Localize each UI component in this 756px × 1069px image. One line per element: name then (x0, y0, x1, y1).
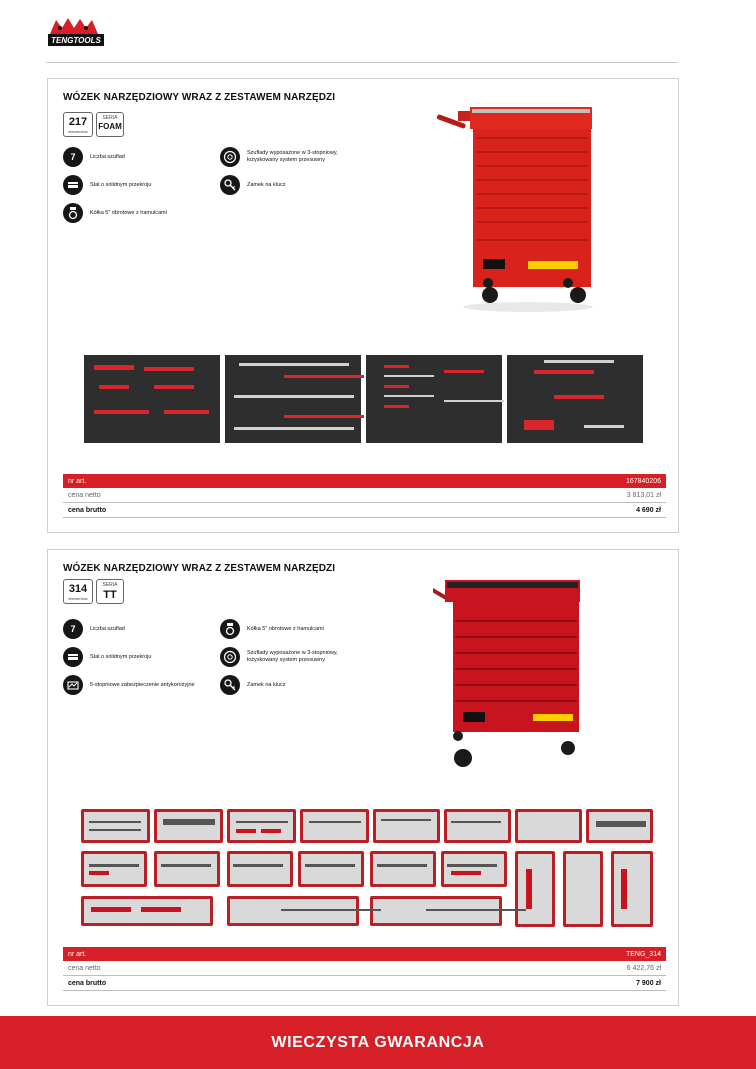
feature-item (220, 175, 367, 195)
price-table (63, 947, 666, 991)
caster-wheel-icon (63, 203, 83, 223)
foam-tray-tools (84, 355, 643, 443)
gross-price-label: cena brutto (68, 979, 107, 987)
anticorrosion-icon (63, 675, 83, 695)
header-divider (46, 62, 678, 63)
net-price-label: cena netto (68, 964, 101, 972)
feature-item (220, 647, 367, 667)
feature-text: Kółka 5" obrotowe z hamulcami (247, 625, 324, 632)
feature-item (63, 147, 210, 167)
article-number-label: nr art. (68, 477, 87, 485)
feature-item (63, 619, 210, 639)
series-label: SERIA (102, 115, 118, 121)
feature-text: Liczba szuflad (90, 625, 125, 632)
feature-text: Szuflady wyposażone w 3-stopniowy, łożyskowany system przesuwny (247, 150, 338, 163)
gross-price-label: cena brutto (68, 506, 107, 514)
element-count: 217 (68, 116, 88, 128)
feature-text: Zamek na klucz (247, 681, 286, 688)
price-table-header (63, 947, 666, 961)
feature-text: 5-stopniowe zabezpieczenie antykorozyjne (90, 681, 195, 688)
price-table-header (63, 474, 666, 488)
svg-text:TENGTOOLS: TENGTOOLS (51, 36, 101, 45)
series-label: SERIA (102, 582, 118, 588)
caster-wheel-icon (220, 619, 240, 639)
product-title: WÓZEK NARZĘDZIOWY WRAZ Z ZESTAWEM NARZĘDZI (63, 92, 336, 103)
feature-text: Liczba szuflad (90, 153, 125, 160)
net-price-row (63, 961, 666, 976)
key-lock-icon (220, 175, 240, 195)
number-seven-icon: 7 (63, 619, 83, 639)
feature-text: Zamek na klucz (247, 181, 286, 188)
product-title: WÓZEK NARZĘDZIOWY WRAZ Z ZESTAWEM NARZĘDZI (63, 563, 336, 574)
series-badge (96, 579, 124, 604)
feature-text: Stal o solidnym przekroju (90, 181, 152, 188)
net-price-label: cena netto (68, 491, 101, 499)
net-price-row (63, 488, 666, 503)
number-seven-icon: 7 (63, 147, 83, 167)
gross-price-row (63, 976, 666, 991)
element-count: 314 (68, 583, 88, 595)
element-count-badge (63, 112, 93, 137)
series-value: FOAM (98, 122, 122, 131)
feature-text: Kółka 5" obrotowe z hamulcami (90, 209, 167, 216)
net-price-value: 6 422,76 zł (626, 964, 661, 972)
price-table (63, 474, 666, 518)
tool-cart-image (428, 99, 598, 314)
feature-item (63, 647, 210, 667)
tool-cart-image (433, 578, 598, 773)
article-number-label: nr art. (68, 950, 87, 958)
product-card (47, 549, 679, 1006)
feature-item (63, 175, 210, 195)
tengtools-logo (46, 14, 106, 50)
series-badge (96, 112, 124, 137)
feature-item (220, 619, 367, 639)
ball-bearing-icon (220, 147, 240, 167)
gross-price-value: 7 900 zł (636, 979, 661, 987)
steel-profile-icon (63, 175, 83, 195)
element-count-label: elementów (68, 596, 88, 601)
steel-profile-icon (63, 647, 83, 667)
feature-item (63, 675, 210, 695)
article-number-value: 167840206 (625, 477, 661, 485)
key-lock-icon (220, 675, 240, 695)
element-count-badge (63, 579, 93, 604)
article-number-value: TENG_314 (625, 950, 661, 958)
lifetime-warranty-banner: WIECZYSTA GWARANCJA (0, 1016, 756, 1069)
feature-text: Stal o solidnym przekroju (90, 653, 152, 660)
gross-price-row (63, 503, 666, 518)
feature-item (220, 675, 367, 695)
product-card (47, 78, 679, 533)
gross-price-value: 4 690 zł (636, 506, 661, 514)
feature-item (63, 203, 210, 223)
tool-module-tools (81, 809, 653, 927)
feature-item (220, 147, 367, 167)
element-count-label: elementów (68, 129, 88, 134)
net-price-value: 3 813,01 zł (626, 491, 661, 499)
ball-bearing-icon (220, 647, 240, 667)
feature-text: Szuflady wyposażone w 3-stopniowy, łożyskowany system przesuwny (247, 650, 338, 663)
series-value: TT (103, 589, 117, 601)
